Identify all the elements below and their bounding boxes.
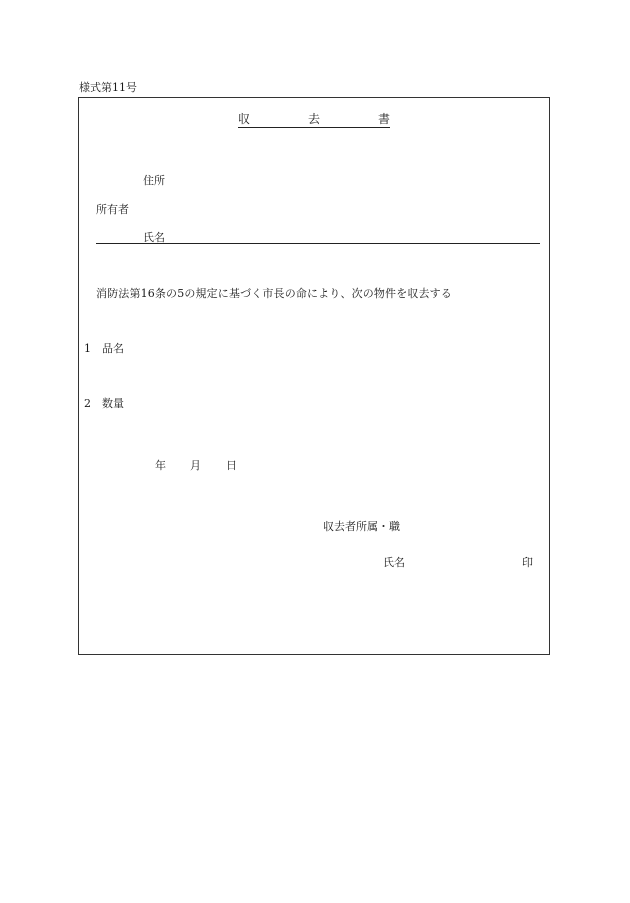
title-char-2: 去 (308, 112, 321, 126)
collector-name-label: 氏名 (383, 556, 405, 569)
body-statement: 消防法第16条の5の規定に基づく市長の命により、次の物件を収去する (96, 287, 452, 300)
form-number: 様式第11号 (79, 81, 137, 94)
item-2-number: 2 (84, 397, 91, 410)
owner-name-underline (96, 243, 540, 244)
owner-address-label: 住所 (143, 174, 165, 187)
date-month-label: 月 (190, 459, 201, 472)
title-char-1: 収 (238, 112, 251, 126)
seal-mark: 印 (522, 556, 533, 569)
owner-name-label: 氏名 (143, 231, 165, 244)
title-char-3: 書 (378, 112, 391, 126)
item-2-label: 数量 (102, 397, 124, 410)
owner-label: 所有者 (96, 203, 129, 216)
item-1-number: 1 (84, 342, 91, 355)
date-day-label: 日 (226, 459, 237, 472)
item-1-label: 品名 (102, 342, 124, 355)
collector-affiliation-label: 収去者所属・職 (323, 520, 400, 533)
document-title (238, 113, 390, 128)
date-year-label: 年 (155, 459, 166, 472)
